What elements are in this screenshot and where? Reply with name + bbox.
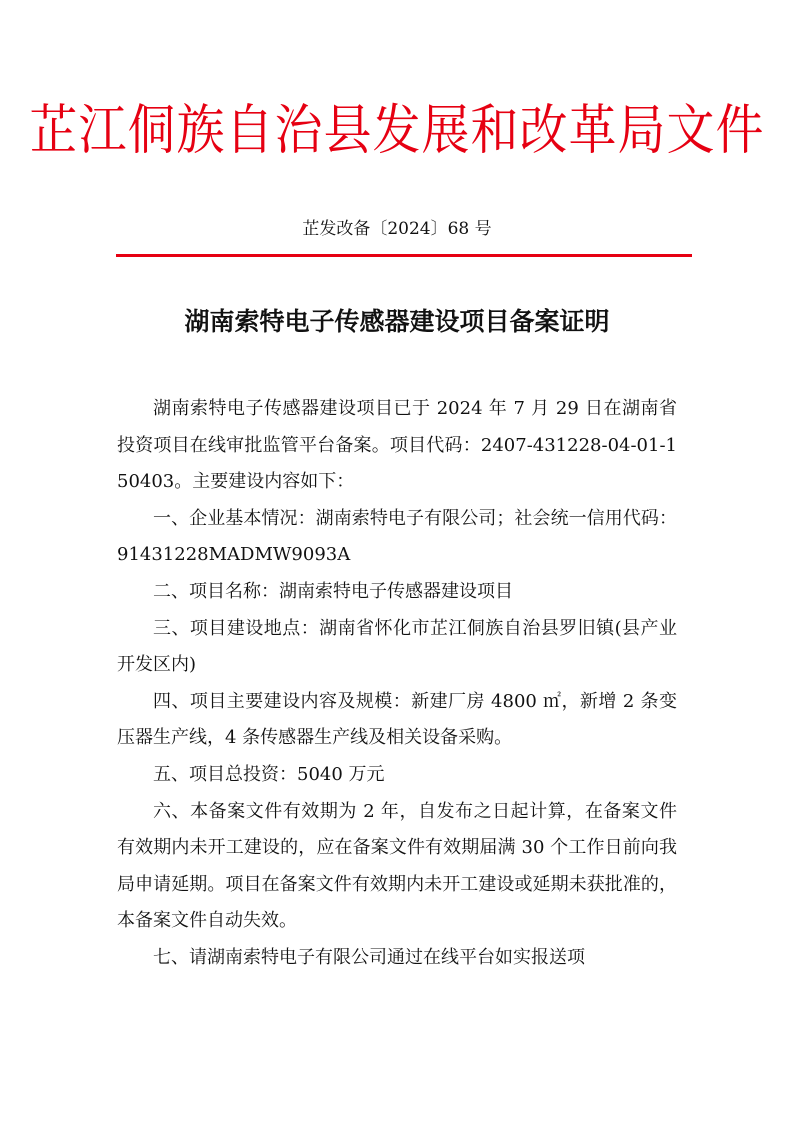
paragraph-project-scope: 四、项目主要建设内容及规模：新建厂房 4800 ㎡，新增 2 条变压器生产线，4 条传感器生产线及相关设备采购。 xyxy=(117,690,677,749)
paragraph-project-name: 二、项目名称：湖南索特电子传感器建设项目 xyxy=(153,580,513,602)
paragraph-reporting: 七、请湖南索特电子有限公司通过在线平台如实报送项 xyxy=(153,946,585,968)
document-body xyxy=(117,391,677,977)
red-divider-line xyxy=(116,254,692,257)
paragraph-intro: 湖南索特电子传感器建设项目已于 2024 年 7 月 29 日在湖南省投资项目在线审批监管平台备案。项目代码：2407-431228-04-01-150403。主要建设内容如下： xyxy=(117,398,677,493)
paragraph-validity: 六、本备案文件有效期为 2 年，自发布之日起计算，在备案文件有效期内未开工建设的，应在备案文件有效期届满 30 个工作日前向我局申请延期。项目在备案文件有效期内未开工建设或延期未获批准的，本备案文件自动失效。 xyxy=(117,800,677,932)
agency-header-title: 芷江侗族自治县发展和改革局文件 xyxy=(29,99,765,163)
document-title: 湖南索特电子传感器建设项目备案证明 xyxy=(184,307,610,336)
paragraph-total-investment: 五、项目总投资：5040 万元 xyxy=(153,763,385,785)
paragraph-company-info: 一、企业基本情况：湖南索特电子有限公司；社会统一信用代码：91431228MADMW9093A xyxy=(117,507,677,566)
document-number: 芷发改备〔2024〕68 号 xyxy=(302,219,492,239)
paragraph-project-location: 三、项目建设地点：湖南省怀化市芷江侗族自治县罗旧镇(县产业开发区内) xyxy=(117,617,677,676)
